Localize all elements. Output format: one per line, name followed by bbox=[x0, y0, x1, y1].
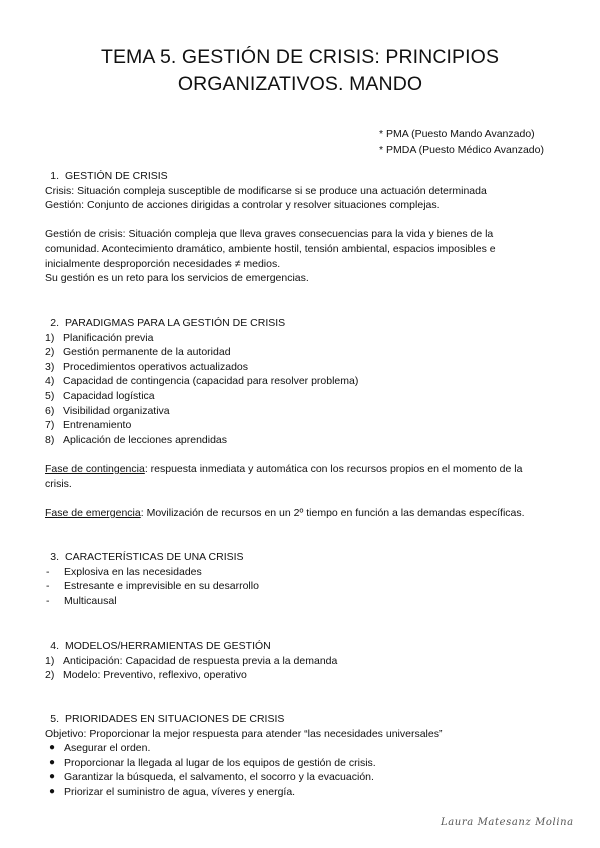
modelos-list bbox=[45, 654, 565, 683]
fase-emergencia: Fase de emergencia: Movilización de recursos en un 2º tiempo en función a las demandas específicas. bbox=[45, 506, 525, 519]
list-item: ● Proporcionar la llegada al lugar de los equipos de gestión de crisis. bbox=[49, 756, 376, 769]
section-heading bbox=[45, 316, 565, 331]
section-number: 2. bbox=[50, 317, 59, 329]
section-number: 1. bbox=[50, 170, 59, 182]
bullet-icon: ● bbox=[49, 756, 56, 768]
list-item: 6) Visibilidad organizativa bbox=[45, 404, 170, 417]
fase-contingencia-cont: crisis. bbox=[45, 477, 72, 490]
section-heading-text: PARADIGMAS PARA LA GESTIÓN DE CRISIS bbox=[65, 317, 286, 329]
bullet-icon: ● bbox=[49, 742, 56, 754]
list-item: 1) Planificación previa bbox=[45, 331, 154, 344]
note-pma: * PMA (Puesto Mando Avanzado) bbox=[379, 128, 535, 140]
list-item: 1) Anticipación: Capacidad de respuesta previa a la demanda bbox=[45, 654, 338, 667]
section-heading bbox=[45, 712, 565, 727]
bullet-icon: ● bbox=[49, 785, 56, 797]
list-item: - Multicausal bbox=[46, 594, 117, 607]
section-modelos bbox=[45, 639, 565, 683]
section-heading-text: MODELOS/HERRAMIENTAS DE GESTIÓN bbox=[65, 640, 271, 652]
section-heading-text: GESTIÓN DE CRISIS bbox=[65, 170, 168, 182]
list-item: - Explosiva en las necesidades bbox=[46, 565, 202, 578]
prioridades-list bbox=[45, 741, 565, 799]
note-pmda: * PMDA (Puesto Médico Avanzado) bbox=[379, 144, 544, 156]
section-heading-text: CARACTERÍSTICAS DE UNA CRISIS bbox=[65, 551, 244, 563]
list-item: 2) Modelo: Preventivo, reflexivo, operativo bbox=[45, 669, 247, 682]
fase-contingencia-term: Fase de contingencia bbox=[45, 462, 145, 475]
section-gestion-de-crisis bbox=[45, 169, 565, 286]
list-item: ● Garantizar la búsqueda, el salvamento, el socorro y la evacuación. bbox=[49, 771, 374, 784]
section-heading bbox=[45, 639, 565, 654]
fase-contingencia: Fase de contingencia: respuesta inmediata y automática con los recursos propios en el momento de la bbox=[45, 462, 523, 475]
bullet-icon: ● bbox=[49, 771, 56, 783]
title-line-2: ORGANIZATIVOS. MANDO bbox=[177, 73, 423, 95]
section-number: 3. bbox=[50, 551, 59, 563]
section-heading-text: PRIORIDADES EN SITUACIONES DE CRISIS bbox=[65, 713, 285, 725]
title-line-1: TEMA 5. GESTIÓN DE CRISIS: PRINCIPIOS bbox=[100, 46, 500, 68]
section-caracteristicas bbox=[45, 550, 565, 608]
list-item: 5) Capacidad logística bbox=[45, 389, 155, 402]
acronym-notes bbox=[379, 126, 544, 158]
page-title bbox=[40, 44, 560, 98]
gestion-reto: Su gestión es un reto para los servicios de emergencias. bbox=[45, 272, 309, 285]
list-item: 4) Capacidad de contingencia (capacidad para resolver problema) bbox=[45, 375, 359, 388]
section-paradigmas bbox=[45, 316, 565, 520]
list-item: - Estresante e imprevisible en su desarrollo bbox=[46, 580, 259, 593]
section-prioridades bbox=[45, 712, 565, 800]
list-item: 7) Entrenamiento bbox=[45, 419, 132, 432]
author-signature: Laura Matesanz Molina bbox=[441, 817, 574, 828]
section-number: 4. bbox=[50, 640, 59, 652]
fase-emergencia-term: Fase de emergencia bbox=[45, 506, 141, 519]
list-item: ● Asegurar el orden. bbox=[49, 742, 151, 755]
definition-gestion-de-crisis-line: comunidad. Acontecimiento dramático, ambiente hostil, tensión ambiental, espacios imposibles e bbox=[45, 242, 496, 255]
list-item: 2) Gestión permanente de la autoridad bbox=[45, 346, 231, 359]
section-heading bbox=[45, 550, 565, 565]
definition-gestion-de-crisis-line: Gestión de crisis: Situación compleja que lleva graves consecuencias para la vida y bienes de la bbox=[45, 228, 494, 241]
list-item: 3) Procedimientos operativos actualizados bbox=[45, 360, 249, 373]
definition-crisis: Crisis: Situación compleja susceptible de modificarse si se produce una actuación determinada bbox=[45, 184, 487, 197]
list-item: 8) Aplicación de lecciones aprendidas bbox=[45, 433, 228, 446]
definition-gestion-de-crisis-line: inicialmente desproporción necesidades ≠ medios. bbox=[45, 257, 281, 270]
caracteristicas-list bbox=[45, 565, 565, 609]
paradigmas-list bbox=[45, 331, 565, 448]
objetivo: Objetivo: Proporcionar la mejor respuesta para atender “las necesidades universales” bbox=[45, 727, 443, 740]
list-item: ● Priorizar el suministro de agua, víveres y energía. bbox=[49, 785, 296, 798]
section-number: 5. bbox=[50, 713, 59, 725]
definition-gestion: Gestión: Conjunto de acciones dirigidas a controlar y resolver situaciones complejas. bbox=[45, 199, 440, 212]
section-heading bbox=[45, 169, 565, 184]
